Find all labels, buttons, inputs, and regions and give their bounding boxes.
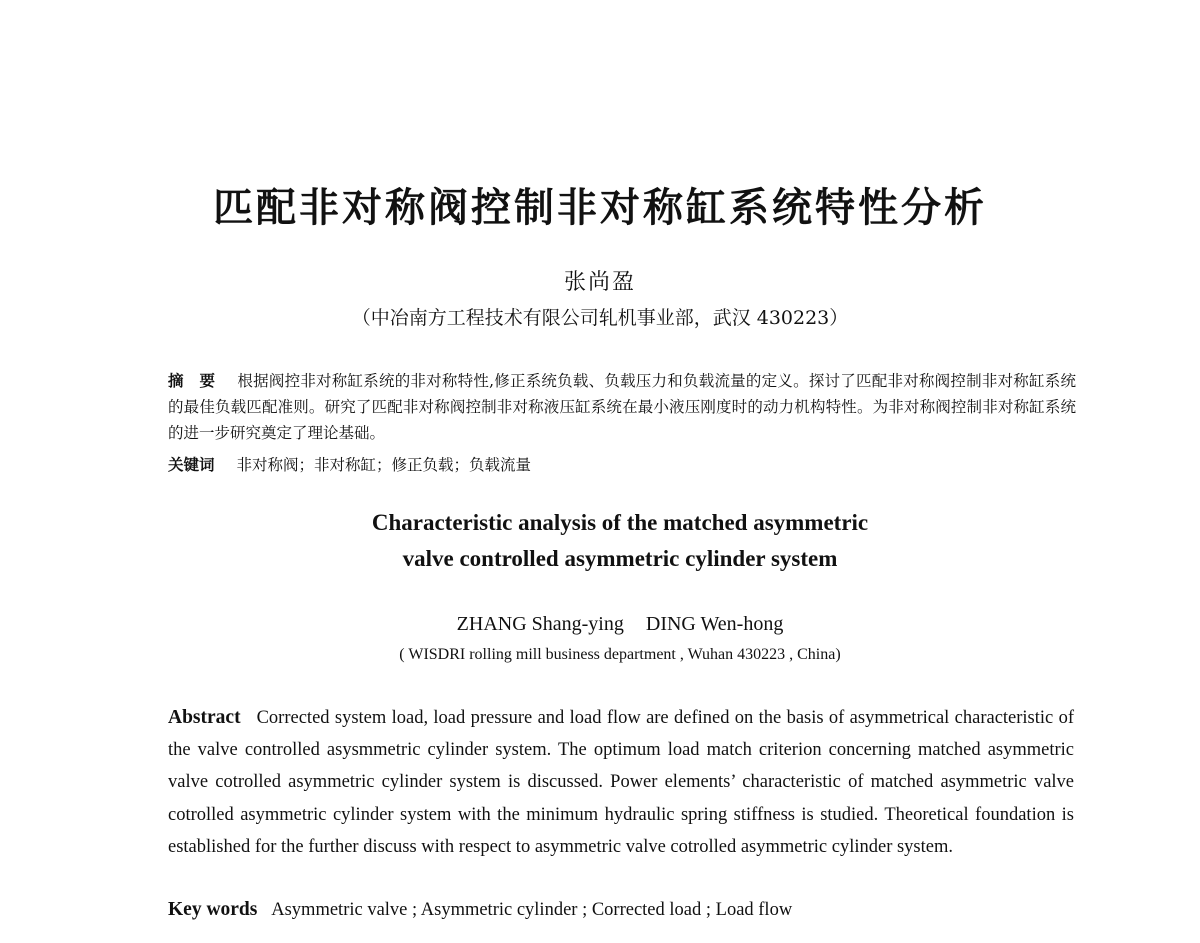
- author-chinese: 张尚盈: [563, 270, 636, 295]
- abstract-chinese-text: 根据阀控非对称缸系统的非对称特性,修正系统负载、负载压力和负载流量的定义。探讨了匹配非对称阀控制非对称缸系统的最佳负载匹配准则。研究了匹配非对称阀控制非对称液压缸系统在最小液压刚度时的动力机构特性。为非对称阀控制非对称缸系统的进一步研究奠定了理论基础。: [168, 372, 1076, 442]
- abstract-english-label: Abstract: [168, 707, 241, 728]
- affiliation-chinese: （中冶南方工程技术有限公司轧机事业部，武汉 430223）: [351, 307, 849, 329]
- keywords-english-label: Key words: [168, 899, 258, 920]
- keywords-chinese-label: 关键词: [168, 456, 215, 474]
- author-english-1: ZHANG Shang-ying: [456, 613, 624, 635]
- title-english-line1: Characteristic analysis of the matched asymmetric: [371, 510, 869, 535]
- abstract-chinese-label: 摘 要: [168, 372, 216, 390]
- authors-english: [0, 610, 1200, 638]
- affiliation-english: ( WISDRI rolling mill business department , Wuhan 430223 , China): [399, 646, 841, 663]
- title-chinese: 匹配非对称阀控制非对称缸系统特性分析: [213, 185, 987, 231]
- abstract-english-text: Corrected system load, load pressure and load flow are defined on the basis of asymmetrical characteristic of the valve controlled asysmmetric cylinder system. The optimum load match criterion concerning matched asymmetric valve cotrolled asymmetric cylinder system is discussed. Power elements’ characteristic of matched asymmetric valve cotrolled asymmetric cylinder system with the minimum hydraulic spring stiffness is studied. Theoretical foundation is established for the further discuss with respect to asymmetric valve cotrolled asymmetric cylinder system.: [168, 708, 1074, 857]
- title-english: [0, 505, 1200, 577]
- keywords-chinese-text: 非对称阀；非对称缸；修正负载；负载流量: [236, 456, 532, 474]
- title-english-line2: valve controlled asymmetric cylinder system: [402, 546, 838, 571]
- keywords-english: [168, 894, 1074, 926]
- abstract-english: [168, 702, 1074, 863]
- author-english-2: DING Wen-hong: [645, 613, 784, 635]
- keywords-chinese: [168, 452, 1076, 478]
- keywords-english-text: Asymmetric valve ; Asymmetric cylinder ; Corrected load ; Load flow: [271, 900, 793, 920]
- abstract-chinese: [168, 368, 1076, 446]
